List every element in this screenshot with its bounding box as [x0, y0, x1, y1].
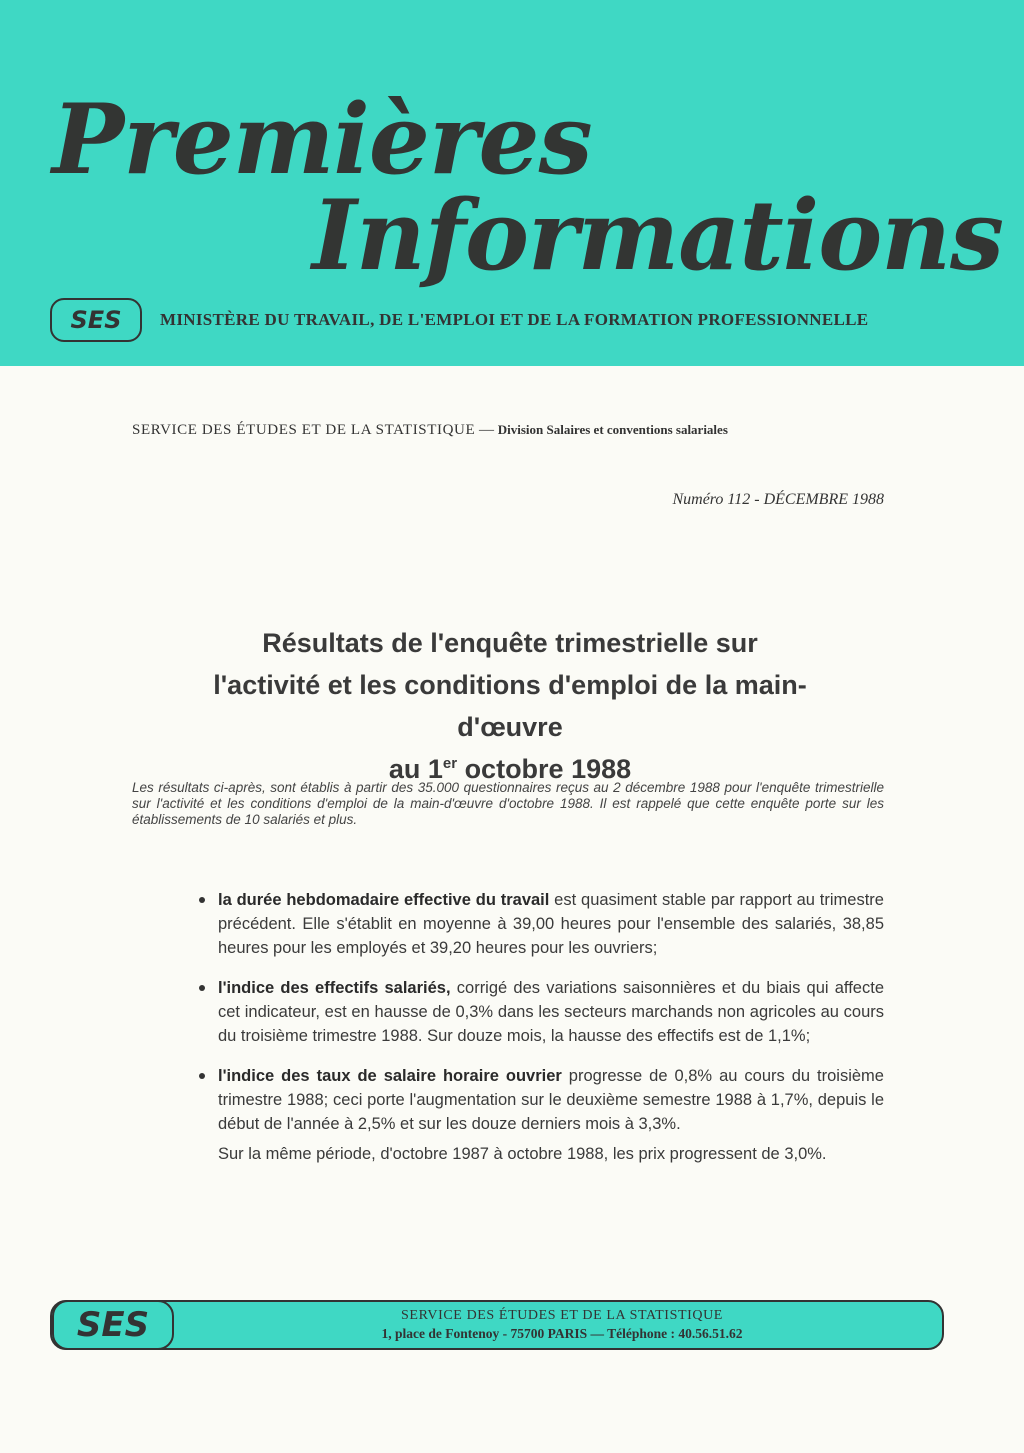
title-line-2: Informations	[312, 179, 1004, 292]
bullet-dot-icon	[199, 985, 205, 991]
ministry-name: MINISTÈRE DU TRAVAIL, DE L'EMPLOI ET DE LA FORMATION PROFESSIONNELLE	[160, 310, 869, 329]
ses-logo-text: SES	[70, 306, 122, 334]
bullet-text: corrigé des variations saisonnières et du biais qui affecte cet indicateur, est en hausse de 0,3% dans les secteurs marchands non agricoles au cours du troisième trimestre 1988. Sur douze mois, la hausse des effectifs est de 1,1%;	[218, 979, 884, 1045]
bullet-item-effectifs	[196, 976, 884, 1048]
bullet-item-salaire	[196, 1064, 884, 1166]
service-line	[132, 422, 892, 439]
bullet-extra-text: Sur la même période, d'octobre 1987 à octobre 1988, les prix progressent de 3,0%.	[218, 1145, 827, 1163]
bullet-item-duree	[196, 888, 884, 960]
title-line-1: Premières	[52, 83, 592, 196]
bullet-bold: l'indice des effectifs salariés,	[218, 979, 451, 997]
headline-line-2: l'activité et les conditions d'emploi de la main-d'œuvre	[213, 670, 807, 742]
bullet-list	[196, 888, 884, 1182]
footer-service-name: SERVICE DES ÉTUDES ET DE LA STATISTIQUE	[401, 1308, 723, 1323]
bullet-dot-icon	[199, 897, 205, 903]
bullet-text: progresse de 0,8% au cours du troisième trimestre 1988; ceci porte l'augmentation sur le deuxième semestre 1988 à 1,7%, depuis le début de l'année à 2,5% et sur les douze derniers mois à 3,3%.	[218, 1067, 884, 1133]
division-name: Division Salaires et conventions salariales	[497, 422, 728, 437]
bullet-bold: l'indice des taux de salaire horaire ouvrier	[218, 1067, 562, 1085]
headline	[190, 622, 830, 790]
headline-line-3-sup: er	[442, 755, 458, 772]
footer-ses-logo	[52, 1300, 174, 1350]
headline-line-3-pre: au 1	[388, 754, 443, 784]
issue-number: Numéro 112 - DÉCEMBRE 1988	[672, 491, 884, 508]
bullet-bold: la durée hebdomadaire effective du travail	[218, 891, 550, 909]
ses-logo	[50, 298, 142, 342]
intro-paragraph: Les résultats ci-après, sont établis à partir des 35.000 questionnaires reçus au 2 décembre 1988 pour l'enquête trimestrielle sur l'activité et les conditions d'emploi de la main-d'œuvre d'octobre 1988. Il est rappelé que cette enquête porte sur les établissements de 10 salariés et plus.	[132, 780, 884, 827]
bullet-text: est quasiment stable par rapport au trimestre précédent. Elle s'établit en moyenne à 39,00 heures pour l'ensemble des salariés, 38,85 heures pour les employés et 39,20 heures pour les ouvriers;	[218, 891, 884, 957]
bullet-dot-icon	[199, 1073, 205, 1079]
service-name: SERVICE DES ÉTUDES ET DE LA STATISTIQUE	[132, 422, 476, 438]
footer-contact: 1, place de Fontenoy - 75700 PARIS — Téléphone : 40.56.51.62	[381, 1326, 743, 1341]
footer-logo-text: SES	[76, 1305, 150, 1345]
footer-address	[200, 1307, 924, 1343]
headline-line-3-post: octobre 1988	[457, 754, 632, 784]
headline-line-1: Résultats de l'enquête trimestrielle sur	[262, 628, 758, 658]
service-separator: —	[475, 422, 498, 438]
